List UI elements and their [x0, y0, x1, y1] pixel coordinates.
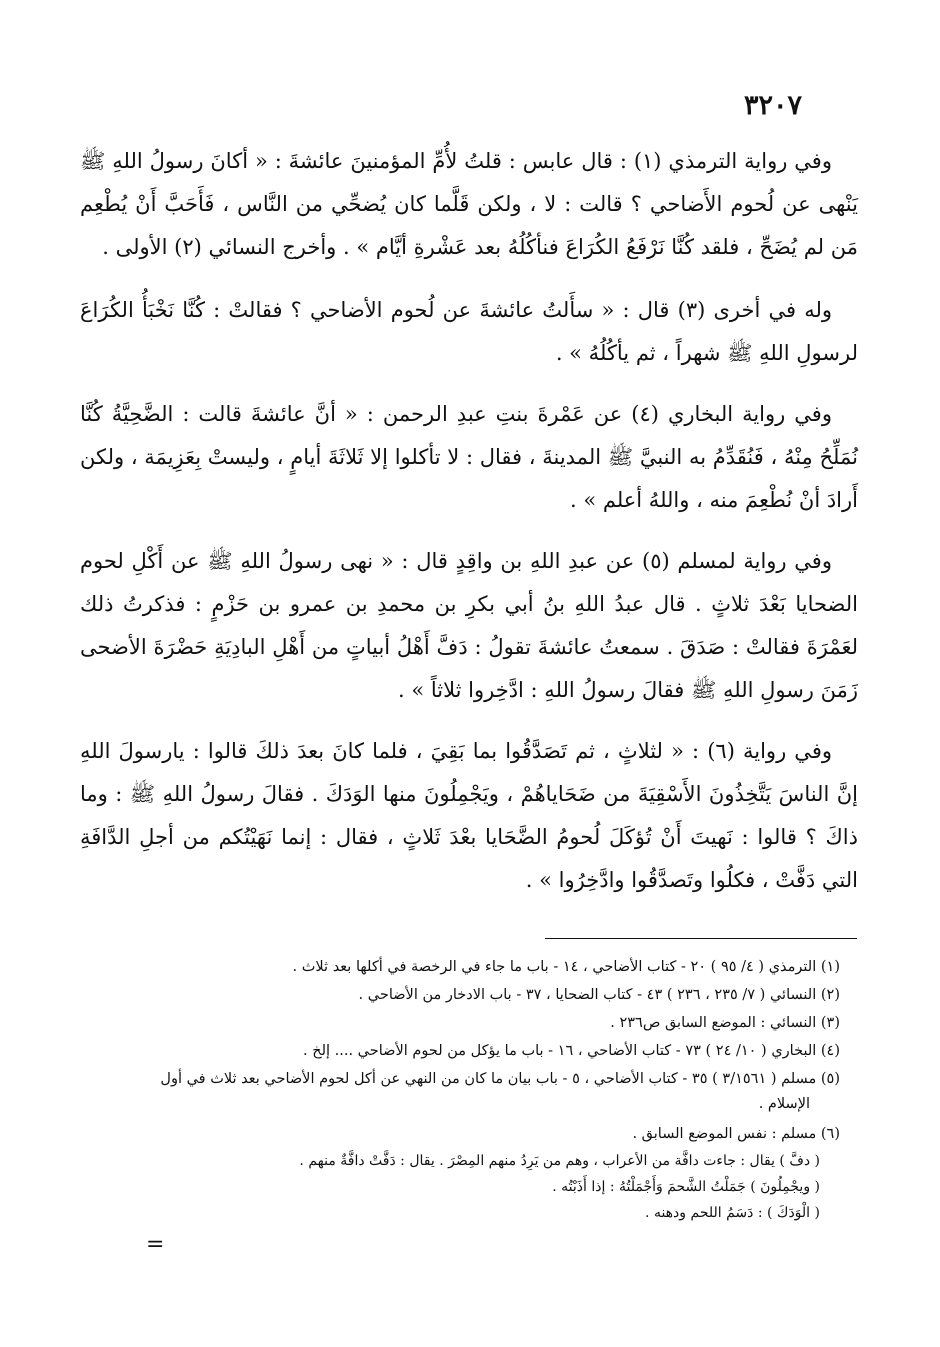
page-number: ٣٢٠٧ — [743, 90, 802, 121]
continuation-mark: = — [146, 1232, 165, 1257]
gloss-wadak: ( الْوَدَكَ ) : دَسَمُ اللحم ودهنه . — [645, 1205, 820, 1221]
footnote-4: (٤) البخاري ( ١٠/ ٢٤ ) ٧٣ - كتاب الأضاحي ، ١٦ - باب ما يؤكل من لحوم الأضاحي .... إلخ . — [303, 1043, 840, 1059]
footnote-3: (٣) النسائي : الموضع السابق ص٢٣٦ . — [610, 1015, 840, 1031]
footnote-5 — [96, 1067, 840, 1117]
footnote-6: (٦) مسلم : نفس الموضع السابق . — [632, 1126, 840, 1142]
paragraph-nasai: وله في أخرى (٣) قال : « سأَلتُ عائشةَ عن لُحوم الأضاحي ؟ فقالتْ : كُنَّا نَخْبَأُ الكُرَاعَ لرسولِ اللهِ ﷺ شهراً ، ثم يأكُلُهُ » . — [80, 298, 858, 365]
paragraph-muslim: وفي رواية لمسلم (٥) عن عبدِ اللهِ بن واقِدٍ قال : « نهى رسولُ اللهِ ﷺ عن أَكْلِ لحوم الضحايا بَعْدَ ثلاثٍ . قال عبدُ اللهِ بنُ أبي بكرِ بن محمدِ بن عمرو بن حَزْمٍ : فذكرتُ ذلك لعَمْرَةَ فقالتْ : صَدَقَ . سمعتُ عائشةَ تقولُ : دَفَّ أَهْلُ أبياتٍ من أَهْلِ البادِيَةِ حَضْرَةَ الأضحى زَمَنَ رسولِ اللهِ ﷺ فقالَ رسولُ اللهِ : ادَّخِروا ثلاثاً » . — [80, 549, 858, 702]
footnote-2: (٢) النسائي ( ٧/ ٢٣٥ ، ٢٣٦ ) ٤٣ - كتاب الضحايا ، ٣٧ - باب الادخار من الأضاحي . — [358, 987, 840, 1003]
footnote-5-continuation: الإسلام . — [758, 1096, 810, 1112]
gloss-daffa: ( دفَّ ) يقال : جاءت دافَّة من الأعراب ، وهم من يَرِدُ منهم المِصْرَ . يقال : دَفَّتْ دافَّةٌ منهم . — [299, 1153, 820, 1169]
footnote-divider — [545, 938, 857, 939]
footnotes — [96, 953, 840, 1226]
gloss-yajmilun: ( ويجْمِلُونَ ) جَمَلْتُ الشَّحمَ وَأَجْمَلْتُهُ : إذا أَذَبْتُه . — [552, 1179, 820, 1195]
footnote-5-text: (٥) مسلم ( ٣/١٥٦١ ) ٣٥ - كتاب الأضاحي ، ٥ - باب بيان ما كان من النهي عن أكل لحوم الأضاحي بعد ثلاث في أول — [160, 1071, 840, 1087]
paragraph-tirmidhi: وفي رواية الترمذي (١) : قال عابس : قلتُ لأُمِّ المؤمنينَ عائشةَ : « أكانَ رسولُ اللهِ ﷺ يَنْهى عن لُحوم الأَضاحي ؟ قالت : لا ، ولكن قَلَّما كان يُضحِّي من النَّاس ، فَأَحَبَّ أَنْ يُطْعِم مَن لم يُضَحِّ ، فلقد كُنَّا نَرْفَعُ الكُرَاعَ فنأكُلُهُ بعد عَشْرةِ أيَّام » . وأخرج النسائي (٢) الأولى . — [80, 149, 858, 259]
paragraph-bukhari: وفي رواية البخاري (٤) عن عَمْرةَ بنتِ عبدِ الرحمن : « أنَّ عائشةَ قالت : الضَّحِيَّةُ كُنَّا نُمَلِّحُ مِنْهُ ، فَنُقَدِّمُ به النبيَّ ﷺ المدينةَ ، فقال : لا تأكلوا إلا ثَلاثَةَ أيامٍ ، وليستْ بِعَزِيمَة ، ولكن أَرادَ أنْ نُطْعِمَ منه ، واللهُ أعلم » . — [80, 402, 858, 512]
paragraph-muslim-other: وفي رواية (٦) : « لثلاثٍ ، ثم تَصَدَّقُوا بما بَقِيَ ، فلما كانَ بعدَ ذلكَ قالوا : يارسولَ اللهِ إنَّ الناسَ يَتَّخِذُونَ الأَسْقِيَةَ من ضَحَاياهُمْ ، ويَجْمِلُونَ منها الوَدَكَ . فقالَ رسولُ اللهِ ﷺ : وما ذاكَ ؟ قالوا : نَهيتَ أَنْ تُؤكَلَ لُحومُ الضَّحَايا بعْدَ ثَلاثٍ ، فقال : إنما نَهَيْتُكم من أجلِ الدَّافَةِ التي دَفَّتْ ، فكلُوا وتَصدَّقُوا وادَّخِرُوا » . — [80, 739, 858, 892]
footnote-1: (١) الترمذي ( ٤/ ٩٥ ) ٢٠ - كتاب الأضاحي ، ١٤ - باب ما جاء في الرخصة في أكلها بعد ثلاث . — [292, 959, 840, 975]
hadith-text — [80, 140, 858, 920]
